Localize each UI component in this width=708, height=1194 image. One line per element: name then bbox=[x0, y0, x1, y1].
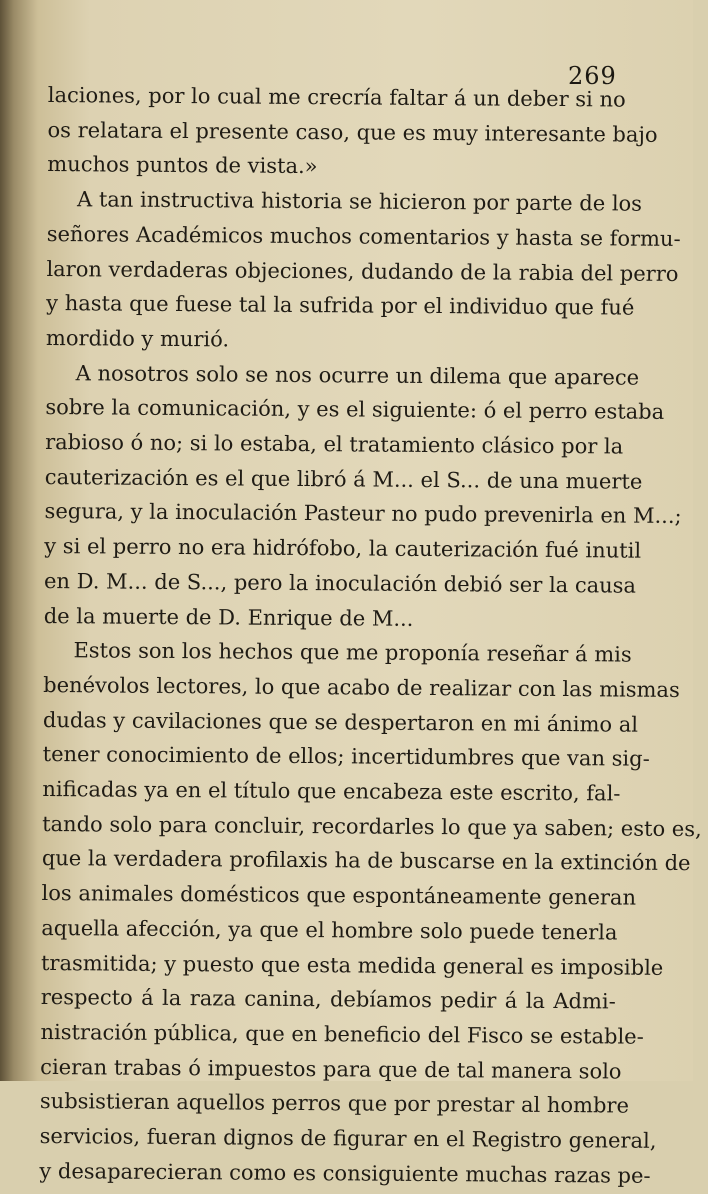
text-line: y desaparecieran como es consiguiente muchas razas pe- bbox=[39, 1158, 651, 1188]
text-line: de la muerte de D. Enrique de M... bbox=[43, 603, 414, 631]
paragraph-1 bbox=[47, 78, 658, 187]
body-text bbox=[39, 78, 702, 1193]
text-line: os relatara el presente caso, que es muy interesante bajo bbox=[47, 117, 658, 147]
text-line: laciones, por lo cual me crecría faltar á un deber si no bbox=[47, 82, 626, 112]
text-line: y si el perro no era hidrófobo, la cauterización fué inutil bbox=[44, 534, 642, 563]
text-line: que la verdadera profilaxis ha de buscarse en la extinción de bbox=[41, 846, 691, 876]
text-line: A nosotros solo se nos ocurre un dilema que aparece bbox=[75, 360, 640, 390]
paragraph-4 bbox=[39, 633, 702, 1193]
text-line: benévolos lectores, lo que acabo de realizar con las mismas bbox=[43, 672, 680, 702]
text-line: cieran trabas ó impuestos para que de tal manera solo bbox=[40, 1054, 622, 1084]
text-line: trasmitida; y puesto que esta medida general es imposible bbox=[40, 950, 664, 980]
text-line: aquella afección, ya que el hombre solo puede tenerla bbox=[41, 915, 618, 945]
text-line: subsistieran aquellos perros que por prestar al hombre bbox=[39, 1089, 630, 1118]
text-line: nificadas ya en el título que encabeza este escrito, fal- bbox=[42, 777, 621, 806]
text-line: rabioso ó no; si lo estaba, el tratamiento clásico por la bbox=[45, 430, 624, 459]
text-line: Estos son los hechos que me proponía reseñar á mis bbox=[73, 638, 632, 667]
text-line: cauterización es el que libró á M... el S... de una muerte bbox=[44, 464, 643, 494]
text-line: laron verdaderas objeciones, dudando de la rabia del perro bbox=[46, 256, 679, 286]
text-line: respecto á la raza canina, debíamos pedir á la Admi- bbox=[40, 985, 616, 1014]
text-line: señores Académicos muchos comentarios y hasta se formu- bbox=[46, 221, 681, 251]
text-line: A tan instructiva historia se hicieron por parte de los bbox=[76, 187, 643, 216]
text-line: tener conocimiento de ellos; incertidumbres que van sig- bbox=[42, 742, 650, 772]
text-line: mordido y murió. bbox=[45, 325, 230, 352]
text-line: servicios, fueran dignos de figurar en el Registro general, bbox=[39, 1124, 657, 1153]
text-line: muchos puntos de vista.» bbox=[47, 152, 318, 179]
paragraph-2 bbox=[45, 182, 681, 360]
text-line: en D. M... de S..., pero la inoculación debió ser la causa bbox=[43, 568, 637, 598]
text-line: segura, y la inoculación Pasteur no pudo prevenirla en M...; bbox=[44, 499, 682, 529]
text-line: y hasta que fuese tal la sufrida por el individuo que fué bbox=[46, 291, 635, 320]
text-line: tando solo para concluir, recordarles lo que ya saben; esto es, bbox=[42, 811, 702, 841]
text-line: nistración pública, que en beneficio del Fisco se estable- bbox=[40, 1019, 644, 1049]
text-line: dudas y cavilaciones que se despertaron en mi ánimo al bbox=[42, 707, 639, 737]
text-line: sobre la comunicación, y es el siguiente: ó el perro estaba bbox=[45, 395, 665, 425]
text-line: los animales domésticos que espontáneamente generan bbox=[41, 881, 637, 910]
paragraph-3 bbox=[43, 356, 682, 638]
page-number: 269 bbox=[568, 62, 617, 90]
